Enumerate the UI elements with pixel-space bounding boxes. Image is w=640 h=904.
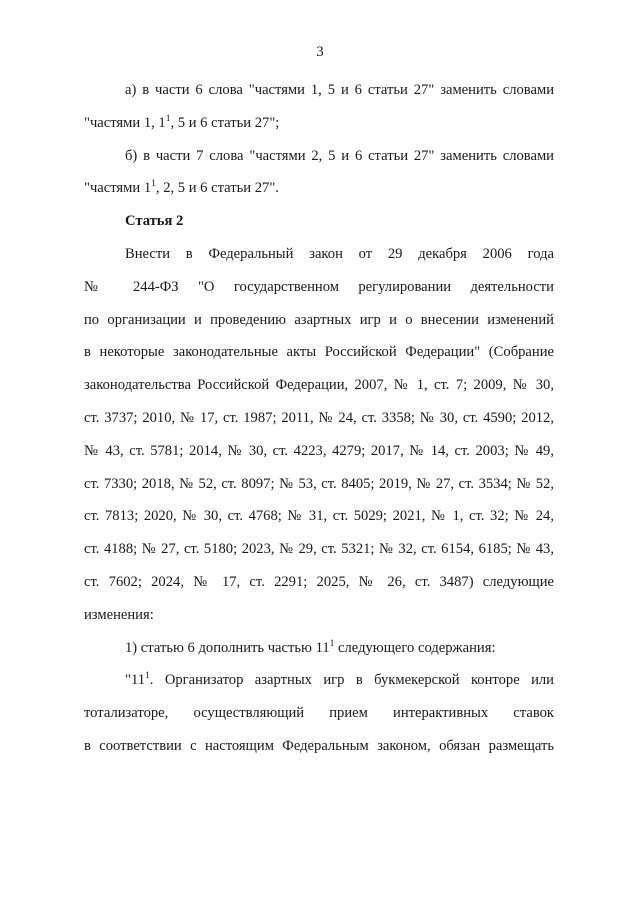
text-line-content: . Организатор азартных игр в букмекерской конторе или <box>149 672 554 689</box>
text-line-content: а) в части 6 слова "частями 1, 5 и 6 статьи 27" заменить словами <box>125 82 554 98</box>
text-line <box>84 572 554 605</box>
text-line-content: тотализаторе, осуществляющий прием интерактивных ставок <box>84 705 554 722</box>
text-line <box>84 670 554 703</box>
superscript: 1 <box>145 671 150 682</box>
text-line-content: ст. 7813; 2020, № 30, ст. 4768; № 31, ст. 5029; 2021, № 1, ст. 32; № 24, <box>84 508 554 525</box>
text-line <box>84 441 554 474</box>
text-line <box>84 113 554 146</box>
text-line-content: следующего содержания: <box>334 639 496 656</box>
text-line <box>84 736 554 769</box>
text-line <box>84 277 554 310</box>
text-line <box>84 244 554 277</box>
page-number: 3 <box>316 44 324 60</box>
text-line-content: , 5 и 6 статьи 27"; <box>170 114 280 131</box>
text-line-content: , 2, 5 и 6 статьи 27". <box>155 180 279 197</box>
text-line <box>84 605 554 638</box>
text-line-content: ст. 3737; 2010, № 17, ст. 1987; 2011, № 24, ст. 3358; № 30, ст. 4590; 2012, <box>84 409 554 426</box>
text-line-content: "частями 1, 1 <box>84 114 166 131</box>
text-line <box>84 638 554 671</box>
text-line-content: по организации и проведению азартных игр и о внесении изменений <box>84 311 554 328</box>
text-line <box>84 310 554 343</box>
article-heading: Статья 2 <box>125 213 184 230</box>
text-line <box>84 506 554 539</box>
text-line-content: № 43, ст. 5781; 2014, № 30, ст. 4223, 4279; 2017, № 14, ст. 2003; № 49, <box>84 442 554 459</box>
text-line-content: Внести в Федеральный закон от 29 декабря 2006 года <box>125 245 554 262</box>
document-body <box>84 80 554 769</box>
text-line <box>84 703 554 736</box>
text-line-content: 1) статью 6 дополнить частью 11 <box>125 639 330 656</box>
text-line-content: "частями 1 <box>84 180 152 197</box>
text-line <box>84 408 554 441</box>
text-line-content: законодательства Российской Федерации, 2007, № 1, ст. 7; 2009, № 30, <box>84 377 554 394</box>
text-line <box>84 474 554 507</box>
text-line <box>84 342 554 375</box>
text-line-content: "11 <box>125 672 146 689</box>
text-line-content: № 244-ФЗ "О государственном регулировании деятельности <box>84 278 554 295</box>
text-line-content: в некоторые законодательные акты Российской Федерации" (Собрание <box>84 344 554 361</box>
text-line <box>84 375 554 408</box>
text-line <box>84 178 554 211</box>
text-line-content: ст. 7602; 2024, № 17, ст. 2291; 2025, № 26, ст. 3487) следующие <box>84 573 554 590</box>
text-line-content: ст. 7330; 2018, № 52, ст. 8097; № 53, ст. 8405; 2019, № 27, ст. 3534; № 52, <box>84 475 554 492</box>
text-line-content: б) в части 7 слова "частями 2, 5 и 6 статьи 27" заменить словами <box>125 147 554 164</box>
superscript: 1 <box>165 113 171 124</box>
text-line-content: в соответствии с настоящим Федеральным законом, обязан размещать <box>84 737 554 754</box>
text-line-content: изменения: <box>84 606 154 623</box>
superscript: 1 <box>329 638 335 649</box>
text-line-content: ст. 4188; № 27, ст. 5180; 2023, № 29, ст. 5321; № 32, ст. 6154, 6185; № 43, <box>84 541 554 558</box>
text-line <box>84 539 554 572</box>
superscript: 1 <box>151 179 156 190</box>
text-line <box>84 80 554 113</box>
text-line <box>84 146 554 179</box>
